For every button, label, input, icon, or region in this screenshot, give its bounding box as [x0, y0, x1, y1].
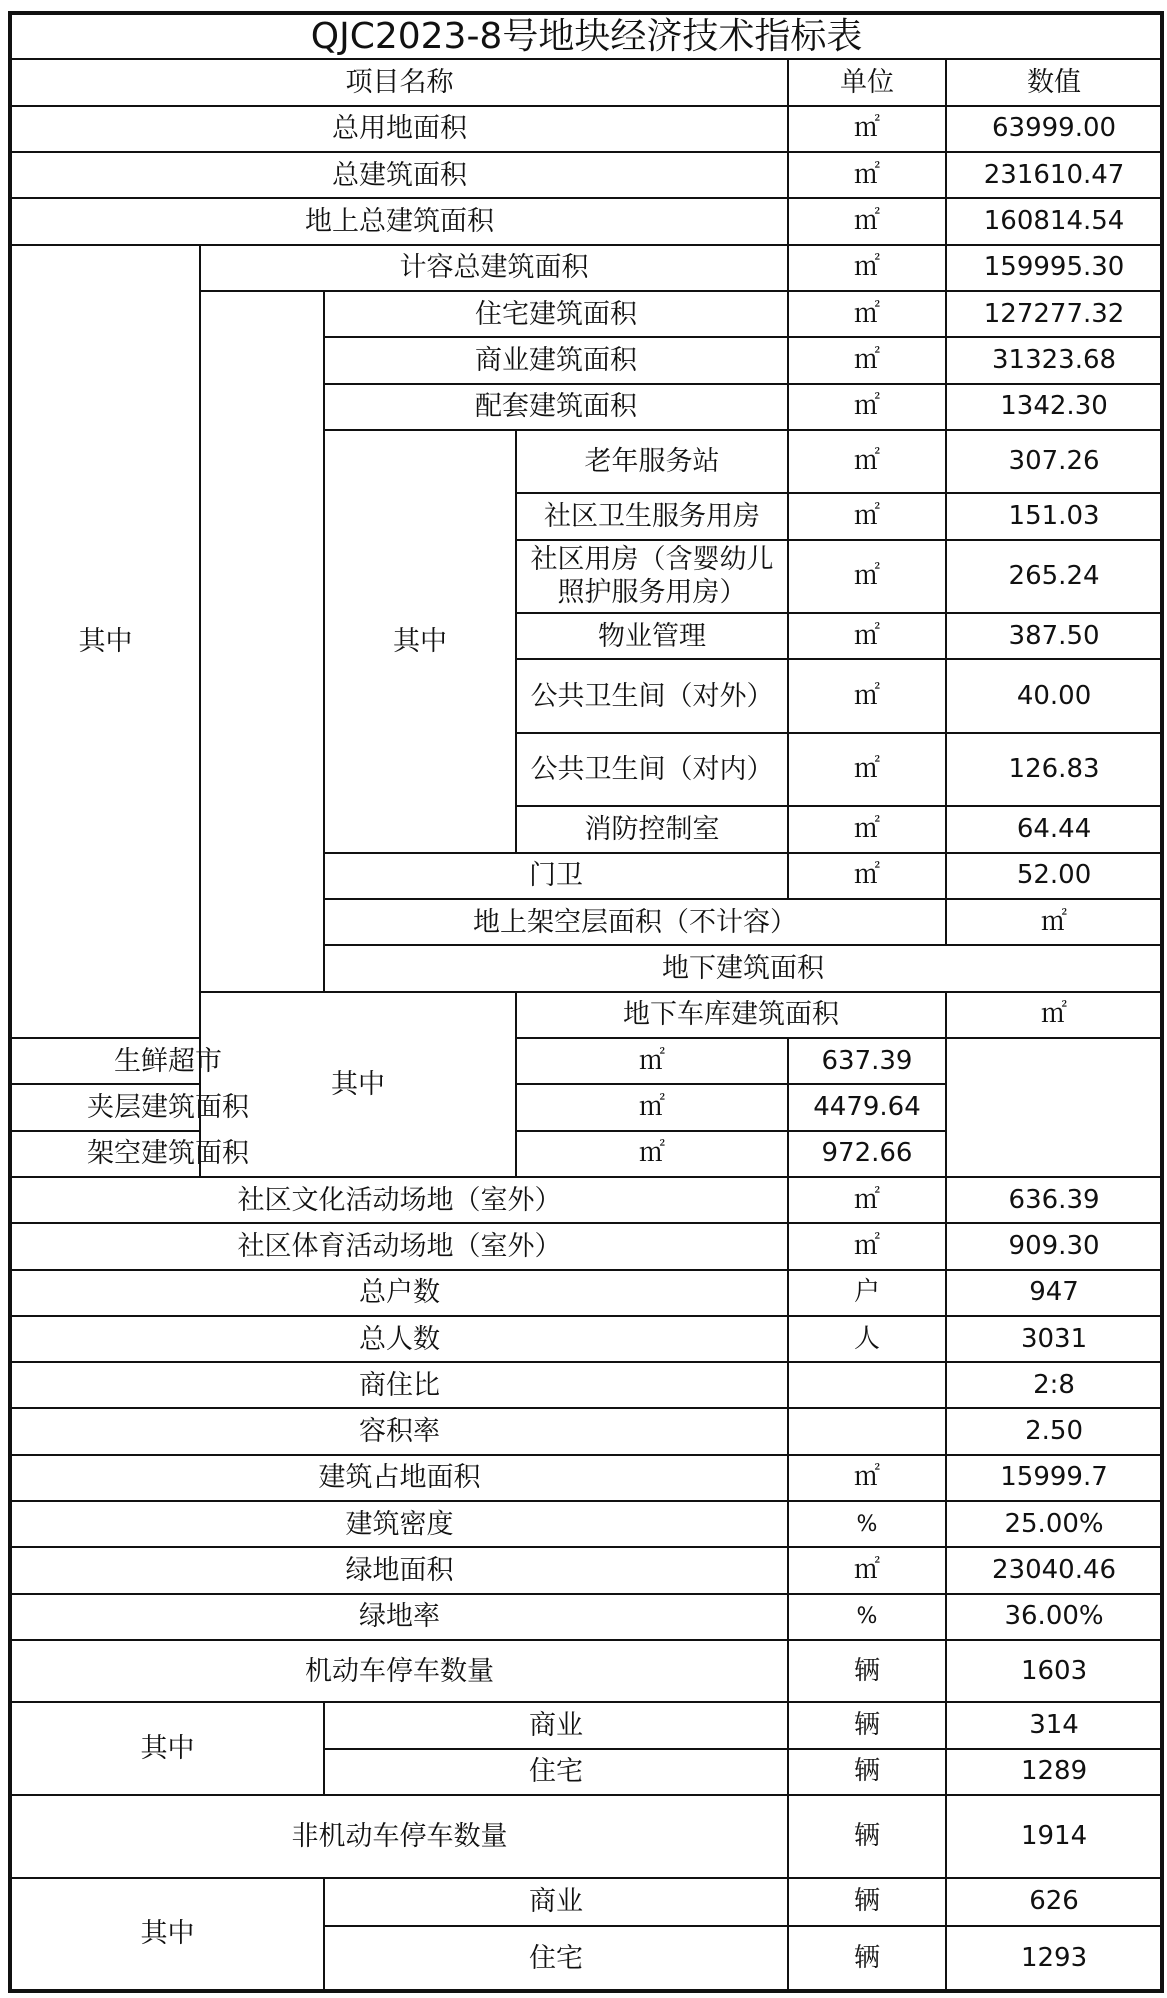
row-value: 636.39 [946, 1177, 1162, 1223]
row-name: 消防控制室 [516, 806, 788, 852]
row-unit: ㎡ [788, 659, 946, 733]
row-value: 15999.7 [946, 1455, 1162, 1501]
row-name: 机动车停车数量 [10, 1640, 788, 1702]
table-row [10, 1038, 1162, 1084]
row-name: 商住比 [10, 1362, 788, 1408]
row-unit: 辆 [788, 1702, 946, 1748]
row-unit: % [788, 1501, 946, 1547]
header-unit: 单位 [788, 59, 946, 105]
row-value: 972.66 [788, 1131, 946, 1177]
row-value: 4479.64 [788, 1084, 946, 1130]
table-row [10, 1316, 1162, 1362]
row-value: 31323.68 [946, 337, 1162, 383]
header-value: 数值 [946, 59, 1162, 105]
row-name: 架空建筑面积 [10, 1131, 324, 1177]
row-value: 52.00 [946, 853, 1162, 899]
group-label: 其中 [324, 430, 516, 853]
row-unit: 人 [788, 1316, 946, 1362]
row-value: 127277.32 [946, 291, 1162, 337]
row-unit: % [788, 1594, 946, 1640]
row-unit: ㎡ [788, 106, 946, 152]
row-name: 门卫 [324, 853, 788, 899]
table-row [10, 1408, 1162, 1454]
table-row [10, 1547, 1162, 1593]
row-unit: ㎡ [788, 1455, 946, 1501]
row-name: 总人数 [10, 1316, 788, 1362]
row-value: 64.44 [946, 806, 1162, 852]
row-name: 非机动车停车数量 [10, 1795, 788, 1878]
row-name: 容积率 [10, 1408, 788, 1454]
row-value: 637.39 [788, 1038, 946, 1084]
group-label: 其中 [10, 245, 200, 1038]
row-name: 总用地面积 [10, 106, 788, 152]
row-unit: ㎡ [788, 198, 946, 244]
row-name: 商业 [324, 1702, 788, 1748]
row-name: 住宅建筑面积 [324, 291, 788, 337]
row-value: 2:8 [946, 1362, 1162, 1408]
row-value: 3031 [946, 1316, 1162, 1362]
table-row [10, 1594, 1162, 1640]
row-value: 1289 [946, 1749, 1162, 1795]
row-value: 1914 [946, 1795, 1162, 1878]
group-label: 其中 [10, 1702, 324, 1795]
row-name: 绿地面积 [10, 1547, 788, 1593]
row-unit [788, 1408, 946, 1454]
row-unit [788, 1362, 946, 1408]
row-value: 909.30 [946, 1223, 1162, 1269]
row-name: 社区体育活动场地（室外） [10, 1223, 788, 1269]
row-unit: ㎡ [946, 992, 1162, 1038]
row-name: 生鲜超市 [10, 1038, 324, 1084]
table-row [10, 245, 1162, 291]
table-row [10, 1223, 1162, 1269]
table-row [10, 152, 1162, 198]
row-unit: ㎡ [788, 384, 946, 430]
row-unit: 辆 [788, 1749, 946, 1795]
table-row [10, 1270, 1162, 1316]
table-row [10, 1702, 1162, 1748]
row-unit: ㎡ [788, 806, 946, 852]
row-value: 314 [946, 1702, 1162, 1748]
row-name: 地下建筑面积 [324, 945, 1162, 991]
table-row [10, 1455, 1162, 1501]
row-value: 160814.54 [946, 198, 1162, 244]
row-name: 夹层建筑面积 [10, 1084, 324, 1130]
row-value: 626 [946, 1878, 1162, 1926]
table-row [10, 198, 1162, 244]
row-name: 住宅 [324, 1749, 788, 1795]
row-name: 物业管理 [516, 613, 788, 659]
table-row [10, 1131, 1162, 1177]
row-value: 159995.30 [946, 245, 1162, 291]
row-name: 地下车库建筑面积 [516, 992, 946, 1038]
table-row [10, 106, 1162, 152]
row-value: 25.00% [946, 1501, 1162, 1547]
indicator-table [8, 11, 1164, 1993]
row-unit: ㎡ [788, 291, 946, 337]
table-row [10, 1878, 1162, 1926]
row-unit: ㎡ [788, 1547, 946, 1593]
table-row [10, 1177, 1162, 1223]
table-row [10, 1362, 1162, 1408]
row-value: 63999.00 [946, 106, 1162, 152]
row-name: 商业 [324, 1878, 788, 1926]
row-name: 总户数 [10, 1270, 788, 1316]
row-unit: 辆 [788, 1795, 946, 1878]
row-unit: ㎡ [946, 899, 1162, 945]
row-name: 社区文化活动场地（室外） [10, 1177, 788, 1223]
header-name: 项目名称 [10, 59, 788, 105]
row-unit: ㎡ [788, 493, 946, 539]
row-unit: ㎡ [788, 152, 946, 198]
row-name: 老年服务站 [516, 430, 788, 493]
row-unit: ㎡ [788, 613, 946, 659]
table-row [10, 1501, 1162, 1547]
row-value: 23040.46 [946, 1547, 1162, 1593]
row-unit: ㎡ [788, 853, 946, 899]
row-value: 1293 [946, 1926, 1162, 1991]
table-title: QJC2023-8号地块经济技术指标表 [10, 13, 1162, 59]
row-name: 社区用房（含婴幼儿照护服务用房） [516, 540, 788, 614]
row-value: 387.50 [946, 613, 1162, 659]
row-unit: ㎡ [788, 1177, 946, 1223]
row-unit: ㎡ [788, 245, 946, 291]
row-unit: ㎡ [788, 733, 946, 807]
row-unit: ㎡ [516, 1038, 788, 1084]
row-unit: ㎡ [516, 1084, 788, 1130]
spacer-cell [200, 291, 324, 992]
row-unit: 辆 [788, 1926, 946, 1991]
row-value: 231610.47 [946, 152, 1162, 198]
row-unit: 户 [788, 1270, 946, 1316]
row-name: 总建筑面积 [10, 152, 788, 198]
header-row [10, 59, 1162, 105]
row-name: 商业建筑面积 [324, 337, 788, 383]
row-name: 建筑占地面积 [10, 1455, 788, 1501]
row-unit: 辆 [788, 1640, 946, 1702]
row-name: 住宅 [324, 1926, 788, 1991]
group-label: 其中 [200, 992, 516, 1177]
row-name: 社区卫生服务用房 [516, 493, 788, 539]
row-name: 公共卫生间（对外） [516, 659, 788, 733]
row-value: 126.83 [946, 733, 1162, 807]
table-row [10, 1640, 1162, 1702]
row-unit: ㎡ [516, 1131, 788, 1177]
row-value: 307.26 [946, 430, 1162, 493]
row-unit: ㎡ [788, 430, 946, 493]
row-value: 1342.30 [946, 384, 1162, 430]
row-name: 计容总建筑面积 [200, 245, 788, 291]
title-row [10, 13, 1162, 59]
row-value: 2.50 [946, 1408, 1162, 1454]
row-value: 947 [946, 1270, 1162, 1316]
row-name: 公共卫生间（对内） [516, 733, 788, 807]
group-label: 其中 [10, 1878, 324, 1991]
row-unit: ㎡ [788, 540, 946, 614]
table-row [10, 1795, 1162, 1878]
row-unit: 辆 [788, 1878, 946, 1926]
row-value: 40.00 [946, 659, 1162, 733]
row-unit: ㎡ [788, 1223, 946, 1269]
table-row [10, 1084, 1162, 1130]
row-name: 地上总建筑面积 [10, 198, 788, 244]
row-value: 36.00% [946, 1594, 1162, 1640]
row-name: 配套建筑面积 [324, 384, 788, 430]
row-value: 1603 [946, 1640, 1162, 1702]
row-value: 265.24 [946, 540, 1162, 614]
row-name: 建筑密度 [10, 1501, 788, 1547]
row-name: 地上架空层面积（不计容） [324, 899, 946, 945]
row-name: 绿地率 [10, 1594, 788, 1640]
row-unit: ㎡ [788, 337, 946, 383]
row-value: 151.03 [946, 493, 1162, 539]
